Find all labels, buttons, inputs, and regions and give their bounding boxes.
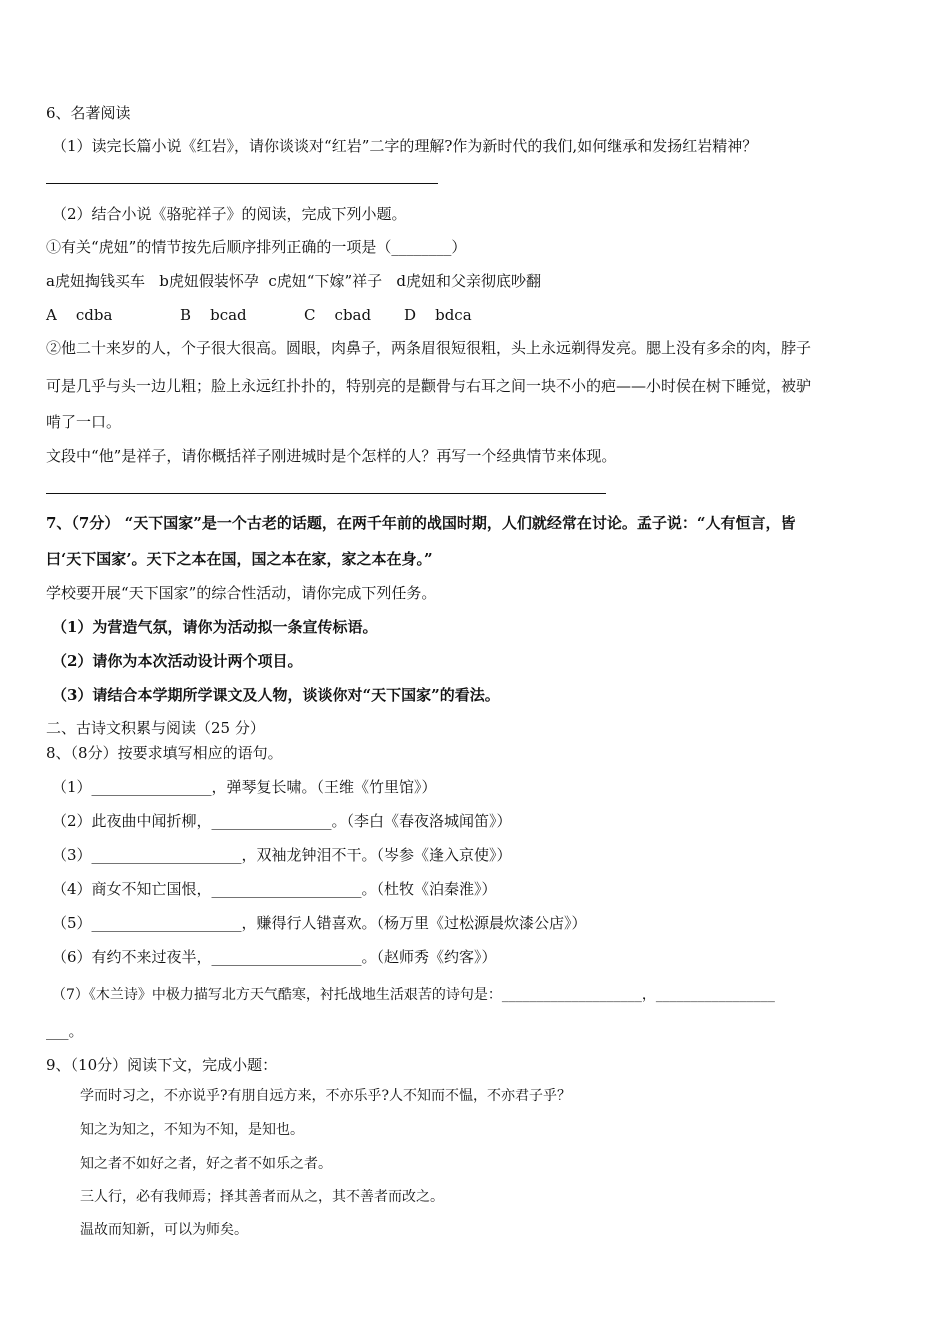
option-c[interactable]: C cbad <box>304 306 372 324</box>
q7-line-1: 7、（7分） “天下国家”是一个古老的话题，在两千年前的战国时期，人们就经常在讨论。孟子说：“人有恒言，皆 <box>46 514 796 532</box>
q6-part2: （2）结合小说《骆驼祥子》的阅读，完成下列小题。 <box>52 205 407 223</box>
section-2-heading: 二、古诗文积累与阅读（25 分） <box>46 719 265 737</box>
q6-sub1: ①有关“虎妞”的情节按先后顺序排列正确的一项是（________） <box>46 238 467 256</box>
q6-sub2-text-2: 可是几乎与头一边儿粗；脸上永远红扑扑的，特别亮的是颧骨与右耳之间一块不小的疤——小时侯在树下睡觉，被驴 <box>46 377 812 395</box>
q7-task-3: （3）请结合本学期所学课文及人物，谈谈你对“天下国家”的看法。 <box>52 686 500 704</box>
q6-part1: （1）读完长篇小说《红岩》，请你谈谈对“红岩”二字的理解?作为新时代的我们,如何继承和发扬红岩精神？ <box>52 137 758 155</box>
q6-sub2-text-3: 啃了一口。 <box>46 413 122 431</box>
answer-line[interactable] <box>46 183 438 184</box>
option-a[interactable]: A cdba <box>46 306 113 324</box>
q6-options <box>46 304 472 326</box>
q8-item-4: （4）商女不知亡国恨，____________________。（杜牧《泊秦淮》） <box>52 880 497 898</box>
q6-title: 6、名著阅读 <box>46 104 131 122</box>
q6-events: a虎妞掏钱买车 b虎妞假装怀孕 c虎妞“下嫁”祥子 d虎妞和父亲彻底吵翻 <box>46 272 542 290</box>
q9-title: 9、（10分）阅读下文，完成小题： <box>46 1056 278 1074</box>
q8-item-6: （6）有约不来过夜半，____________________。（赵师秀《约客》） <box>52 948 497 966</box>
q9-passage-5: 温故而知新，可以为师矣。 <box>80 1222 248 1238</box>
q7-task-2: （2）请你为本次活动设计两个项目。 <box>52 652 303 670</box>
q6-sub2-text-1: ②他二十来岁的人，个子很大很高。圆眼，肉鼻子，两条眉很短很粗，头上永远剃得发亮。腮上没有多余的肉，脖子 <box>46 339 812 357</box>
q8-item-5: （5）____________________，赚得行人错喜欢。（杨万里《过松源晨炊漆公店》） <box>52 914 587 932</box>
q8-item-7-cont: ___。 <box>46 1022 84 1040</box>
q7-line-2: 曰‘天下国家’。天下之本在国，国之本在家，家之本在身。” <box>46 550 433 568</box>
q8-item-1: （1）________________，弹琴复长啸。（王维《竹里馆》） <box>52 778 437 796</box>
q9-passage-4: 三人行，必有我师焉；择其善者而从之，其不善者而改之。 <box>80 1189 444 1205</box>
q7-line-3: 学校要开展“天下国家”的综合性活动，请你完成下列任务。 <box>46 584 437 602</box>
q9-passage-2: 知之为知之，不知为不知，是知也。 <box>80 1122 304 1138</box>
q9-passage-3: 知之者不如好之者，好之者不如乐之者。 <box>80 1156 332 1172</box>
option-b[interactable]: B bcad <box>180 306 247 324</box>
q8-title: 8、（8分）按要求填写相应的语句。 <box>46 744 283 762</box>
q7-task-1: （1）为营造气氛，请你为活动拟一条宣传标语。 <box>52 618 378 636</box>
answer-line[interactable] <box>46 493 606 494</box>
option-d[interactable]: D bdca <box>404 306 472 324</box>
q8-item-2: （2）此夜曲中闻折柳，________________。（李白《春夜洛城闻笛》） <box>52 812 512 830</box>
q6-sub2-question: 文段中“他”是祥子，请你概括祥子刚进城时是个怎样的人？再写一个经典情节来体现。 <box>46 447 617 465</box>
q8-item-3: （3）____________________，双袖龙钟泪不干。（岑参《逢入京使》） <box>52 846 512 864</box>
q9-passage-1: 学而时习之，不亦说乎?有朋自远方来，不亦乐乎?人不知而不愠，不亦君子乎？ <box>80 1088 572 1104</box>
q8-item-7: （7）《木兰诗》中极力描写北方天气酷寒，衬托战地生活艰苦的诗句是：____________________，_________________ <box>52 987 775 1003</box>
